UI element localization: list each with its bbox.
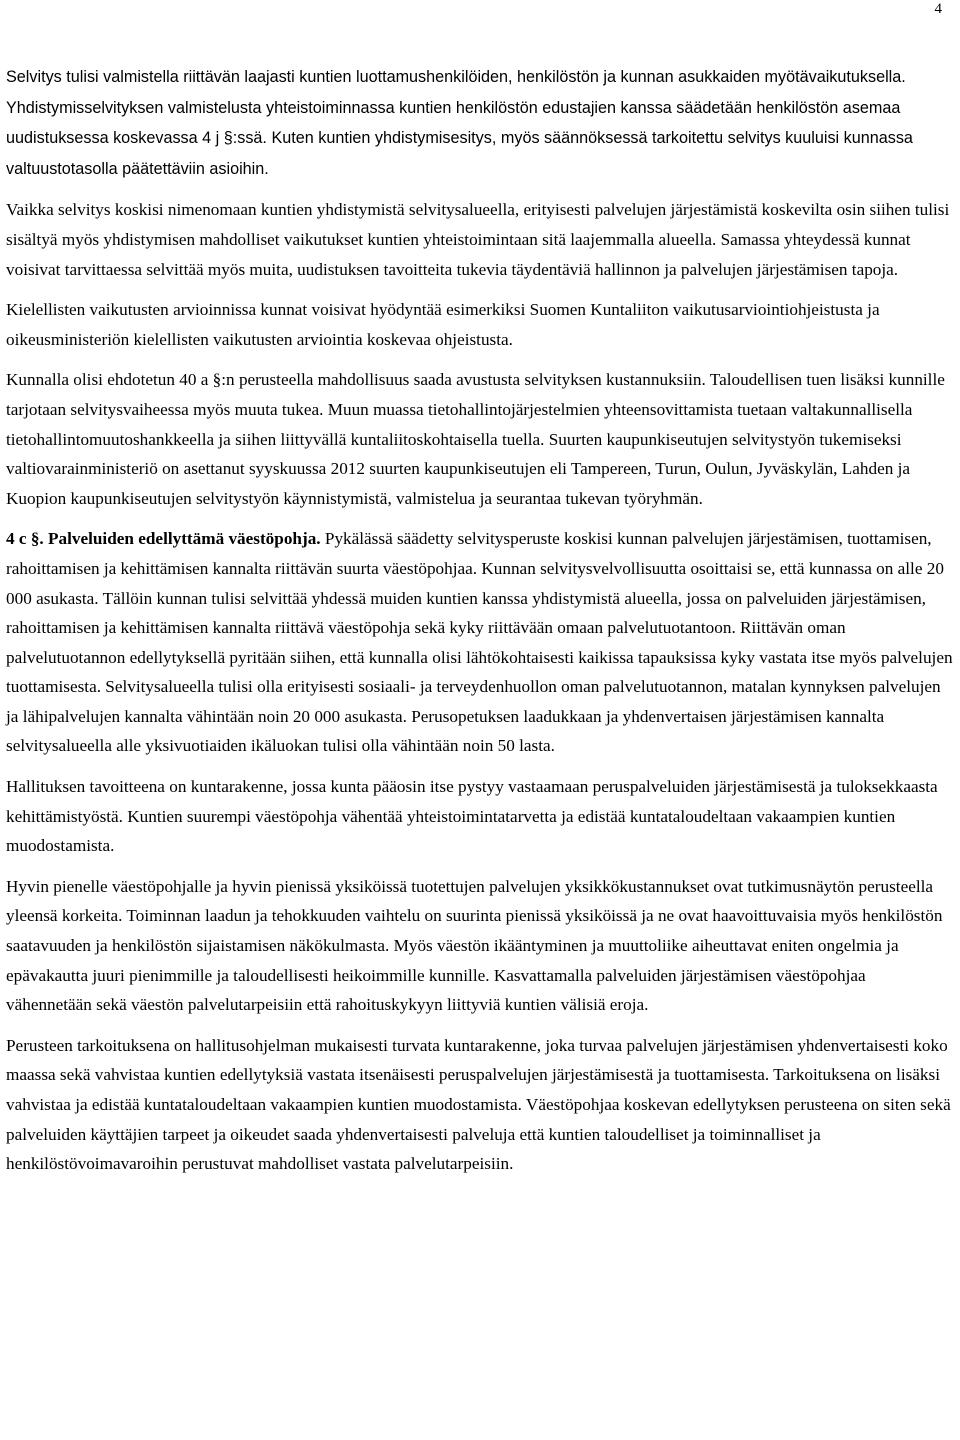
paragraph-7: [6, 872, 954, 1020]
paragraph-2-text: Vaikka selvitys koskisi nimenomaan kuntien yhdistymistä selvitysalueella, erityisesti palvelujen järjestämistä koskevilta osin siihen tulisi sisältyä myös yhdistymisen mahdolliset vaikutukset kuntien yhteistoimintaan sitä laajemmalla alueella. Samassa yhteydessä kunnat voisivat tarvittaessa selvittää myös muita, uudistuksen tavoitteita tukevia täydentäviä hallinnon ja palvelujen järjestämisen tapoja.: [6, 200, 950, 279]
paragraph-4: [6, 365, 954, 513]
section-heading: 4 c §. Palveluiden edellyttämä väestöpohja.: [6, 529, 321, 549]
paragraph-8-text: Perusteen tarkoituksena on hallitusohjelman mukaisesti turvata kuntarakenne, joka turvaa palvelujen järjestämisen yhdenvertaisesti koko maassa sekä vahvistaa kuntien edellytyksiä vastata itsenäisesti peruspalvelujen järjestämisestä ja tuottamisesta. Tarkoituksena on lisäksi vahvistaa ja edistää kuntataloudeltaan vakaampien kuntien muodostamista. Väestöpohjaa koskevan edellytyksen perusteena on siten sekä palveluiden käyttäjien tarpeet ja oikeudet saada yhdenvertaisesti palveluja että kuntien taloudelliset ja toiminnalliset ja henkilöstövoimavaroihin perustuvat mahdolliset vastata palvelutarpeisiin.: [6, 1035, 951, 1174]
paragraph-8: [6, 1031, 954, 1179]
paragraph-1-segment-2: Kuten kuntien yhdistymisesitys, myös säännöksessä tarkoitettu selvitys kuuluisi kunnassa valtuustotasolla päätettäviin asioihin.: [6, 129, 913, 178]
page-number: 4: [934, 1, 942, 17]
paragraph-3: [6, 295, 954, 354]
paragraph-6: [6, 772, 954, 861]
paragraph-3-text: Kielellisten vaikutusten arvioinnissa kunnat voisivat hyödyntää esimerkiksi Suomen Kuntaliiton vaikutusarviointiohjeistusta ja oikeusministeriön kielellisten vaikutusten arviointia koskevaa ohjeistusta.: [6, 300, 880, 349]
paragraph-1-segment-1: Selvitys tulisi valmistella riittävän laajasti kuntien luottamushenkilöiden, henkilöstön ja kunnan asukkaiden myötävaikutuksella. Yhdistymisselvityksen valmistelusta yhteistoiminnassa kuntien henkilöstön edustajien kanssa säädetään henkilöstön asemaa uudistuksessa koskevassa 4 j §:ssä.: [6, 68, 906, 148]
paragraph-4-text: Kunnalla olisi ehdotetun 40 a §:n perusteella mahdollisuus saada avustusta selvityksen kustannuksiin. Taloudellisen tuen lisäksi kunnille tarjotaan selvitysvaiheessa myös muuta tukea. Muun muassa tietohallintojärjestelmien yhteensovittamista tuetaan valtakunnallisella tietohallintomuutoshankkeella ja siihen liittyvällä kuntaliitoskohtaisella tuella. Suurten kaupunkiseutujen selvitystyön tukemiseksi valtiovarainministeriö on asettanut syyskuussa 2012 suurten kaupunkiseutujen eli Tampereen, Turun, Oulun, Jyväskylän, Lahden ja Kuopion kaupunkiseutujen selvitystyön käynnistymistä, valmistelua ja seurantaa tukevan työryhmän.: [6, 370, 945, 508]
paragraph-7-text: Hyvin pienelle väestöpohjalle ja hyvin pienissä yksiköissä tuotettujen palvelujen yksikkökustannukset ovat tutkimusnäytön perusteella yleensä korkeita. Toiminnan laadun ja tehokkuuden vaihtelu on suurinta pienissä yksiköissä ja ne ovat haavoittuvaisia myös henkilöstön saatavuuden ja henkilöstön sijaistamisen näkökulmasta. Myös väestön ikääntyminen ja muuttoliike aiheuttavat eniten ongelmia ja epävakautta juuri pienimmille ja taloudellisesti heikoimmille kunnille. Kasvattamalla palveluiden järjestämisen väestöpohjaa vähennetään sekä väestön palvelutarpeisiin että rahoituskykyyn liittyviä kuntien välisiä eroja.: [6, 876, 943, 1015]
paragraph-1: [6, 62, 954, 184]
paragraph-5-text: Pykälässä säädetty selvitysperuste koskisi kunnan palvelujen järjestämisen, tuottamisen, rahoittamisen ja kehittämisen kannalta riittävän suurta väestöpohjaa. Kunnan selvitysvelvollisuutta osoittaisi se, että kunnassa on alle 20 000 asukasta. Tällöin kunnan tulisi selvittää yhdessä muiden kuntien kanssa yhdistymistä alueella, jossa on palveluiden järjestämisen, rahoittamisen ja kehittämisen kannalta riittävä väestöpohja sekä kyky riittävään omaan palvelutuotantoon. Riittävän oman palvelutuotannon edellytyksellä pyritään siihen, että kunnalla olisi lähtökohtaisesti kaikissa tapauksissa kyky vastata itse myös palvelujen tuottamisesta. Selvitysalueella tulisi olla erityisesti sosiaali- ja terveydenhuollon oman palvelutuotannon, matalan kynnyksen palvelujen ja lähipalvelujen kannalta vähintään noin 20 000 asukasta. Perusopetuksen laadukkaan ja yhdenvertaisen järjestämisen kannalta selvitysalueella alle yksivuotiaiden ikäluokan tulisi olla vähintään noin 50 lasta.: [6, 529, 953, 756]
document-body: [6, 62, 954, 1190]
paragraph-5: [6, 524, 954, 761]
paragraph-6-text: Hallituksen tavoitteena on kuntarakenne, jossa kunta pääosin itse pystyy vastaamaan peruspalveluiden järjestämisestä ja tuloksekkaasta kehittämistyöstä. Kuntien suurempi väestöpohja vähentää yhteistoimintatarvetta ja edistää kuntataloudeltaan vakaampien kuntien muodostamista.: [6, 777, 938, 856]
paragraph-2: [6, 195, 954, 284]
